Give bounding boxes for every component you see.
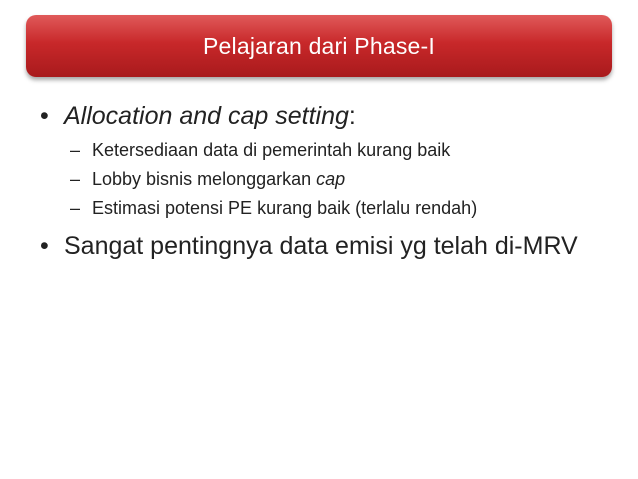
bullet-item — [40, 100, 610, 132]
sub-dash: – — [70, 169, 81, 189]
slide-content — [40, 100, 610, 266]
sub-item — [70, 138, 610, 162]
sub-item-text: Ketersediaan data di pemerintah kurang baik — [92, 140, 451, 160]
bullet-italic-text: Allocation and cap setting — [64, 102, 349, 130]
sub-item-text: Estimasi potensi PE kurang baik (terlalu rendah) — [92, 198, 478, 218]
sub-list — [40, 138, 610, 220]
sub-item-italic: cap — [316, 169, 346, 189]
bullet-item — [40, 230, 610, 262]
bullet-suffix: : — [348, 102, 356, 130]
sub-item — [70, 167, 610, 191]
sub-dash: – — [70, 140, 81, 160]
sub-item-text — [92, 167, 345, 191]
bullet-text — [64, 100, 610, 132]
sub-item — [70, 196, 610, 220]
bullet-text: Sangat pentingnya data emisi yg telah di-MRV — [64, 232, 578, 260]
slide-title: Pelajaran dari Phase-I — [203, 32, 435, 59]
sub-dash: – — [70, 198, 81, 218]
title-banner — [26, 15, 612, 77]
bullet-marker: • — [40, 102, 49, 130]
bullet-marker: • — [40, 232, 49, 260]
sub-item-plain: Lobby bisnis melonggarkan — [92, 169, 317, 189]
